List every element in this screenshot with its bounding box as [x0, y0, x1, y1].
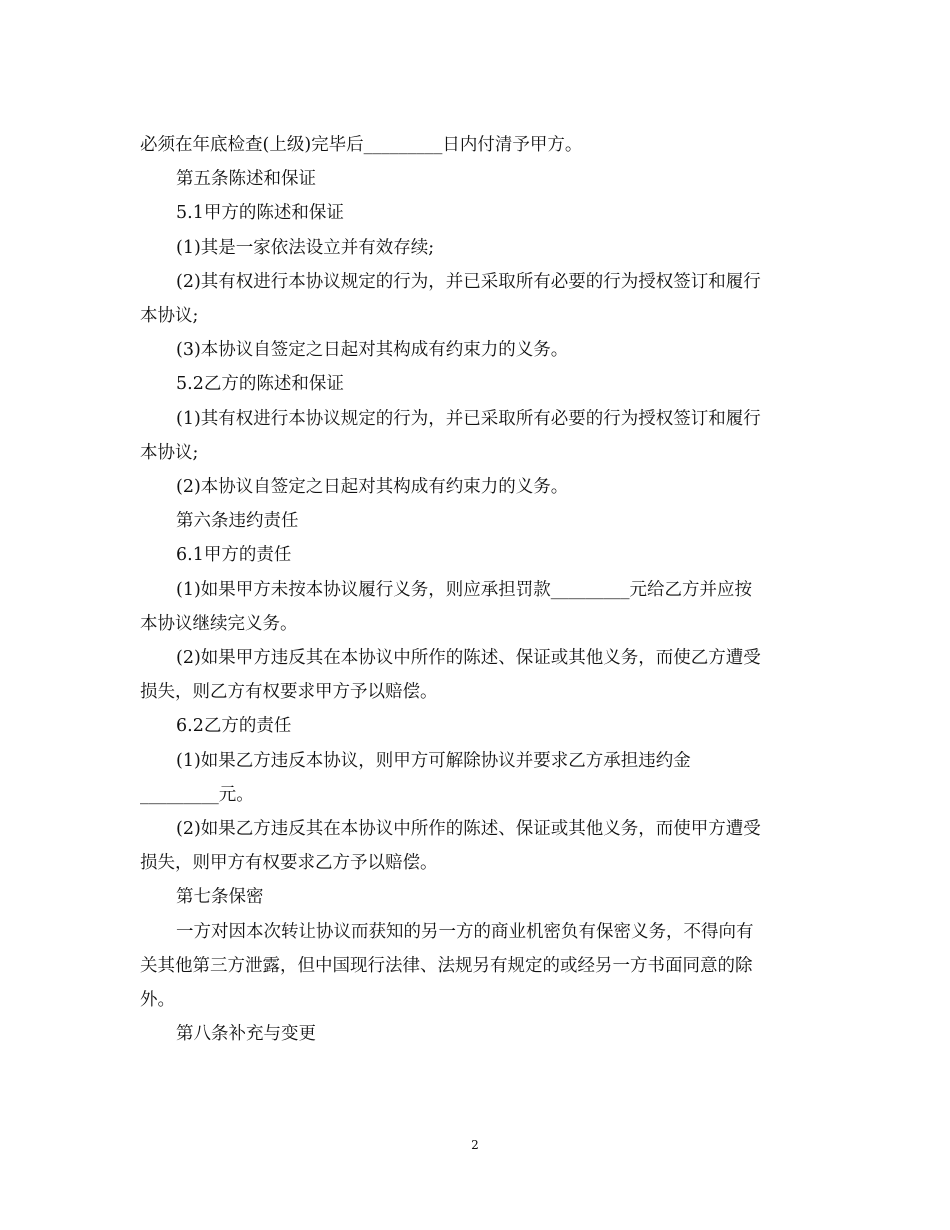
paragraph-6-1-1 — [140, 573, 820, 641]
heading-5-1: 5.1甲方的陈述和保证 — [176, 203, 344, 224]
paragraph-line: 本协议继续完义务。 — [140, 613, 298, 634]
heading-article-8: 第八条补充与变更 — [176, 1024, 316, 1045]
paragraph-line: (2)如果乙方违反其在本协议中所作的陈述、保证或其他义务，而使甲方遭受 — [176, 819, 761, 840]
paragraph-6-1-2 — [140, 641, 820, 709]
paragraph-5-1-3: (3)本协议自签定之日起对其构成有约束力的义务。 — [176, 340, 569, 361]
paragraph-line: (2)其有权进行本协议规定的行为，并已采取所有必要的行为授权签订和履行 — [176, 271, 761, 292]
heading-5-2: 5.2乙方的陈述和保证 — [176, 374, 344, 395]
paragraph-line: 损失，则乙方有权要求甲方予以赔偿。 — [140, 682, 438, 703]
paragraph-5-2-2: (2)本协议自签定之日起对其构成有约束力的义务。 — [176, 477, 569, 498]
heading-article-7: 第七条保密 — [176, 887, 264, 908]
paragraph-payment-deadline: 必须在年底检查(上级)完毕后_________日内付清予甲方。 — [140, 135, 583, 155]
heading-article-6: 第六条违约责任 — [176, 511, 299, 532]
paragraph-line: 关其他第三方泄露，但中国现行法律、法规另有规定的或经另一方书面同意的除 — [140, 955, 753, 976]
paragraph-line: 本协议; — [140, 442, 199, 463]
paragraph-line: (2)如果甲方违反其在本协议中所作的陈述、保证或其他义务，而使乙方遭受 — [176, 648, 761, 669]
paragraph-line: 本协议; — [140, 306, 199, 327]
page-number: 2 — [471, 1138, 479, 1152]
paragraph-5-1-2 — [140, 265, 820, 333]
heading-6-1: 6.1甲方的责任 — [176, 545, 292, 566]
paragraph-5-2-1 — [140, 402, 820, 470]
paragraph-line: 一方对因本次转让协议而获知的另一方的商业机密负有保密义务，不得向有 — [176, 921, 754, 942]
paragraph-line: (1)其有权进行本协议规定的行为，并已采取所有必要的行为授权签订和履行 — [176, 408, 761, 429]
heading-6-2: 6.2乙方的责任 — [176, 716, 292, 737]
paragraph-6-2-1 — [140, 744, 820, 812]
paragraph-line: (1)如果乙方违反本协议，则甲方可解除协议并要求乙方承担违约金 — [176, 750, 691, 771]
heading-article-5: 第五条陈述和保证 — [176, 169, 316, 190]
paragraph-line: _________元。 — [140, 784, 254, 805]
paragraph-line: 损失，则甲方有权要求乙方予以赔偿。 — [140, 853, 438, 874]
paragraph-confidentiality — [140, 915, 820, 1018]
paragraph-5-1-1: (1)其是一家依法设立并有效存续; — [176, 237, 435, 258]
document-body — [140, 128, 820, 1051]
paragraph-line: 外。 — [140, 990, 175, 1011]
paragraph-line: (1)如果甲方未按本协议履行义务，则应承担罚款_________元给乙方并应按 — [176, 579, 753, 600]
paragraph-6-2-2 — [140, 812, 820, 880]
